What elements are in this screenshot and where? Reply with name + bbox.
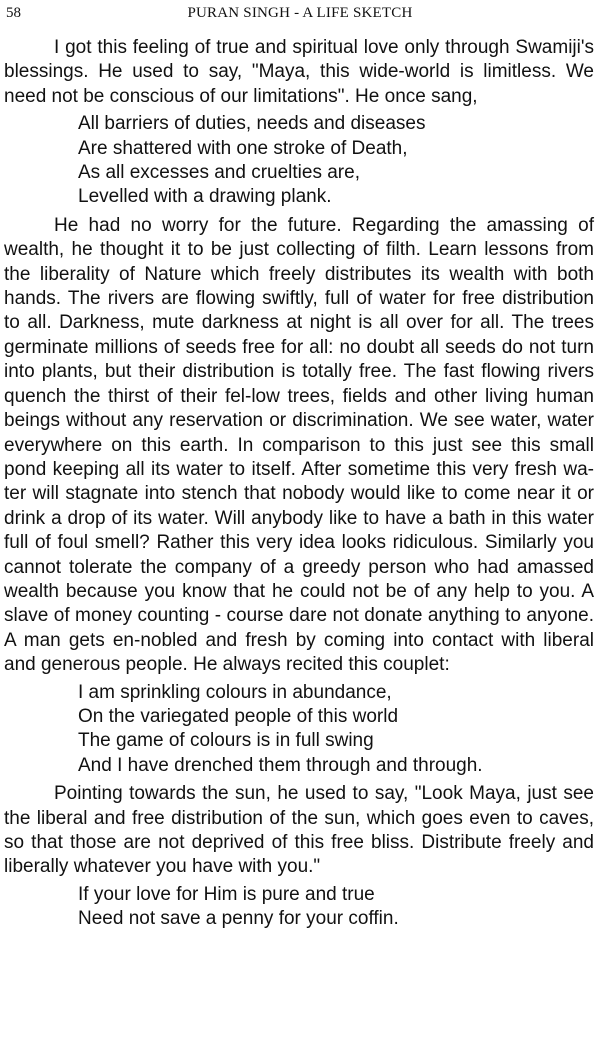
verse-line: And I have drenched them through and through.	[78, 754, 483, 776]
verse-line: Levelled with a drawing plank.	[78, 186, 332, 208]
verse-line: If your love for Him is pure and true	[78, 883, 375, 905]
paragraph-1: I got this feeling of true and spiritual love only through Swamiji's blessings. He used to say, "Maya, this wide-world is limitless. We need not be conscious of our limitations". He once sang,	[4, 37, 594, 107]
verse-3	[78, 883, 594, 932]
body-text	[4, 36, 594, 936]
paragraph-2: He had no worry for the future. Regarding the amassing of wealth, he thought it to be just collecting of filth. Learn lessons from the liberality of Nature which freely distributes its wealth with both hands. The rivers are flowing swiftly, full of water for free distribution to all. Darkness, mute darkness at night is all over for all. The trees germinate millions of seeds free for all: no doubt all seeds do not turn into plants, but their distribution is totally free. The fast flowing rivers quench the thirst of their fel-low trees, fields and other living human beings without any reservation or discrimination. We see water, water everywhere on this earth. In comparison to this just see this small pond keeping all its water to itself. After sometime this very fresh wa-ter will stagnate into stench that nobody would like to come near it or drink a drop of its water. Will anybody like to have a bath in this water full of foul smell? Rather this very idea looks ridiculous. Similarly you cannot tolerate the company of a greedy person who had amassed wealth because you know that he could not be of any help to you. A slave of money counting - course dare not donate anything to anyone. A man gets en-nobled and fresh by coming into contact with liberal and generous people. He always recited this couplet:	[4, 214, 594, 676]
page-number: 58	[6, 5, 21, 21]
verse-line: As all excesses and cruelties are,	[78, 162, 360, 184]
paragraph-3: Pointing towards the sun, he used to say, "Look Maya, just see the liberal and free distribution of the sun, which goes even to caves, so that those are not deprived of this free bliss. Distribute freely and liberally whatever you have with you."	[4, 783, 594, 878]
running-title: PURAN SINGH - A LIFE SKETCH	[187, 5, 413, 21]
verse-line: All barriers of duties, needs and diseases	[78, 113, 426, 135]
verse-line: Need not save a penny for your coffin.	[78, 908, 399, 930]
verse-line: Are shattered with one stroke of Death,	[78, 137, 408, 159]
verse-line: On the variegated people of this world	[78, 705, 399, 727]
verse-line: The game of colours is in full swing	[78, 730, 374, 752]
page-header	[0, 3, 600, 25]
verse-1	[78, 112, 594, 210]
verse-2	[78, 681, 594, 779]
verse-line: I am sprinkling colours in abundance,	[78, 681, 392, 703]
